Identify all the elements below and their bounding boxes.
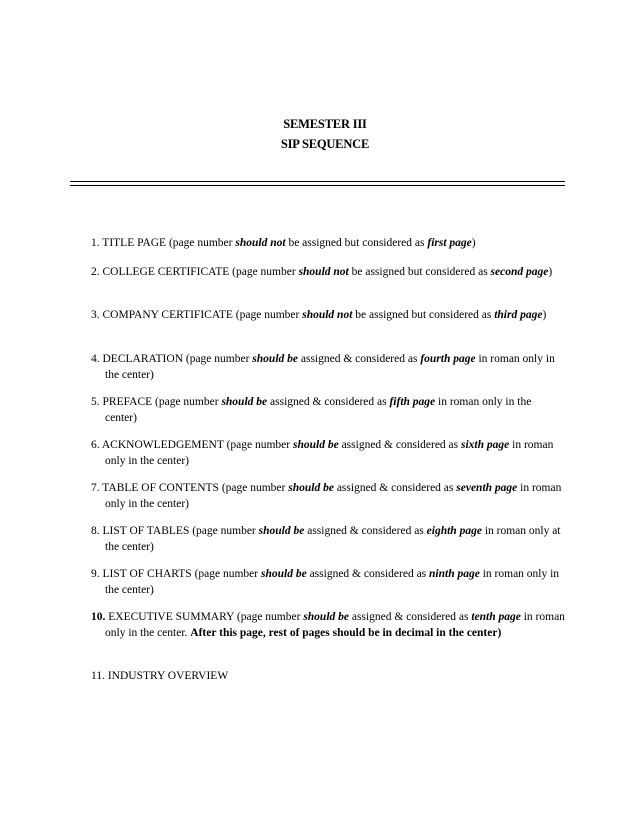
item-text-pre: (page number [235, 309, 303, 321]
item-text-post: in roman only in the center) [105, 396, 532, 424]
item-text-pre: (page number [232, 266, 299, 278]
item-text-pre: (page number [192, 525, 259, 537]
item-text-mid: assigned & considered as [349, 611, 472, 623]
item-page-position: third page [494, 309, 543, 321]
item-text-post: in roman only at the center) [105, 525, 561, 553]
list-item-college-certificate [91, 264, 552, 280]
sip-sequence-heading: SIP SEQUENCE [280, 137, 370, 151]
item-text-post: in roman only in the center) [105, 568, 560, 596]
item-label: DECLARATION [102, 353, 183, 365]
item-label: COMPANY CERTIFICATE [102, 309, 233, 321]
item-page-position: seventh page [456, 482, 518, 494]
item-text-post: in roman only in the center. [105, 611, 565, 639]
item-label: PREFACE [102, 396, 153, 408]
item-page-position: sixth page [461, 439, 510, 451]
item-number: 5. [91, 396, 100, 408]
item-page-position: tenth page [471, 611, 521, 623]
item-number: 9. [91, 568, 100, 580]
item-page-position: ninth page [429, 568, 480, 580]
item-label: LIST OF CHARTS [102, 568, 192, 580]
item-page-position: fifth page [389, 396, 436, 408]
item-number: 1. [91, 237, 100, 249]
item-text-post: ) [542, 309, 547, 321]
item-text-mid: assigned & considered as [267, 396, 390, 408]
item-number: 8. [91, 525, 100, 537]
item-emphasis: should be [258, 525, 305, 537]
item-emphasis: should be [261, 568, 307, 580]
list-item-list-of-tables [91, 523, 566, 555]
item-page-position: first page [427, 237, 472, 249]
item-text-pre: (page number [155, 396, 222, 408]
list-item-declaration [91, 351, 566, 383]
item-emphasis: should be [221, 396, 268, 408]
item-label: ACKNOWLEDGEMENT [101, 439, 224, 451]
item-number: 4. [91, 353, 100, 365]
item-text-pre: (page number [236, 611, 304, 623]
list-item-executive-summary [91, 609, 566, 641]
item-emphasis: should be [252, 353, 298, 365]
item-number: 11. [91, 670, 105, 682]
item-number: 7. [91, 482, 100, 494]
item-page-position: second page [490, 266, 549, 278]
item-text-post: in roman only in the center) [105, 439, 554, 467]
item-number: 3. [91, 309, 100, 321]
item-emphasis: should be [288, 482, 334, 494]
item-label: EXECUTIVE SUMMARY [108, 611, 235, 623]
item-number: 6. [91, 439, 100, 451]
item-page-position: fourth page [420, 353, 476, 365]
item-label: COLLEGE CERTIFICATE [102, 266, 230, 278]
item-text-post: in roman only in the center) [105, 482, 562, 510]
item-label: LIST OF TABLES [102, 525, 190, 537]
item-text-post: ) [548, 266, 553, 278]
item-text-pre: (page number [168, 237, 236, 249]
item-emphasis: should not [302, 309, 353, 321]
item-page-position: eighth page [426, 525, 482, 537]
item-text-post: ) [471, 237, 476, 249]
item-text-mid: be assigned but considered as [285, 237, 428, 249]
item-bold-note: After this page, rest of pages should be in decimal in the center) [190, 627, 502, 639]
item-emphasis: should be [292, 439, 339, 451]
semester-heading: SEMESTER III [283, 117, 367, 131]
list-item-table-of-contents [91, 480, 566, 512]
item-text-mid: assigned & considered as [338, 439, 462, 451]
item-text-mid: assigned & considered as [304, 525, 427, 537]
list-item-preface [91, 394, 566, 426]
divider-bottom [70, 185, 565, 186]
item-text-mid: assigned & considered as [298, 353, 421, 365]
item-label: INDUSTRY OVERVIEW [107, 670, 229, 682]
list-item-list-of-charts [91, 566, 566, 598]
list-item-company-certificate [91, 307, 546, 323]
item-text-mid: assigned & considered as [333, 482, 457, 494]
item-text-pre: (page number [226, 439, 293, 451]
item-text-pre: (page number [221, 482, 289, 494]
list-item-acknowledgement [91, 437, 566, 469]
list-item-title-page [91, 235, 476, 251]
item-text-post: in roman only in the center) [105, 353, 555, 381]
item-emphasis: should not [298, 266, 349, 278]
list-item-industry-overview [91, 668, 228, 684]
item-label: TITLE PAGE [102, 237, 167, 249]
item-text-mid: be assigned but considered as [348, 266, 491, 278]
item-text-pre: (page number [194, 568, 261, 580]
item-emphasis: should be [303, 611, 350, 623]
item-text-pre: (page number [185, 353, 253, 365]
divider-top [70, 181, 565, 182]
item-number: 10. [91, 611, 106, 623]
item-text-mid: be assigned but considered as [352, 309, 495, 321]
item-text-mid: assigned & considered as [306, 568, 430, 580]
item-emphasis: should not [235, 237, 286, 249]
item-number: 2. [91, 266, 100, 278]
item-label: TABLE OF CONTENTS [102, 482, 219, 494]
